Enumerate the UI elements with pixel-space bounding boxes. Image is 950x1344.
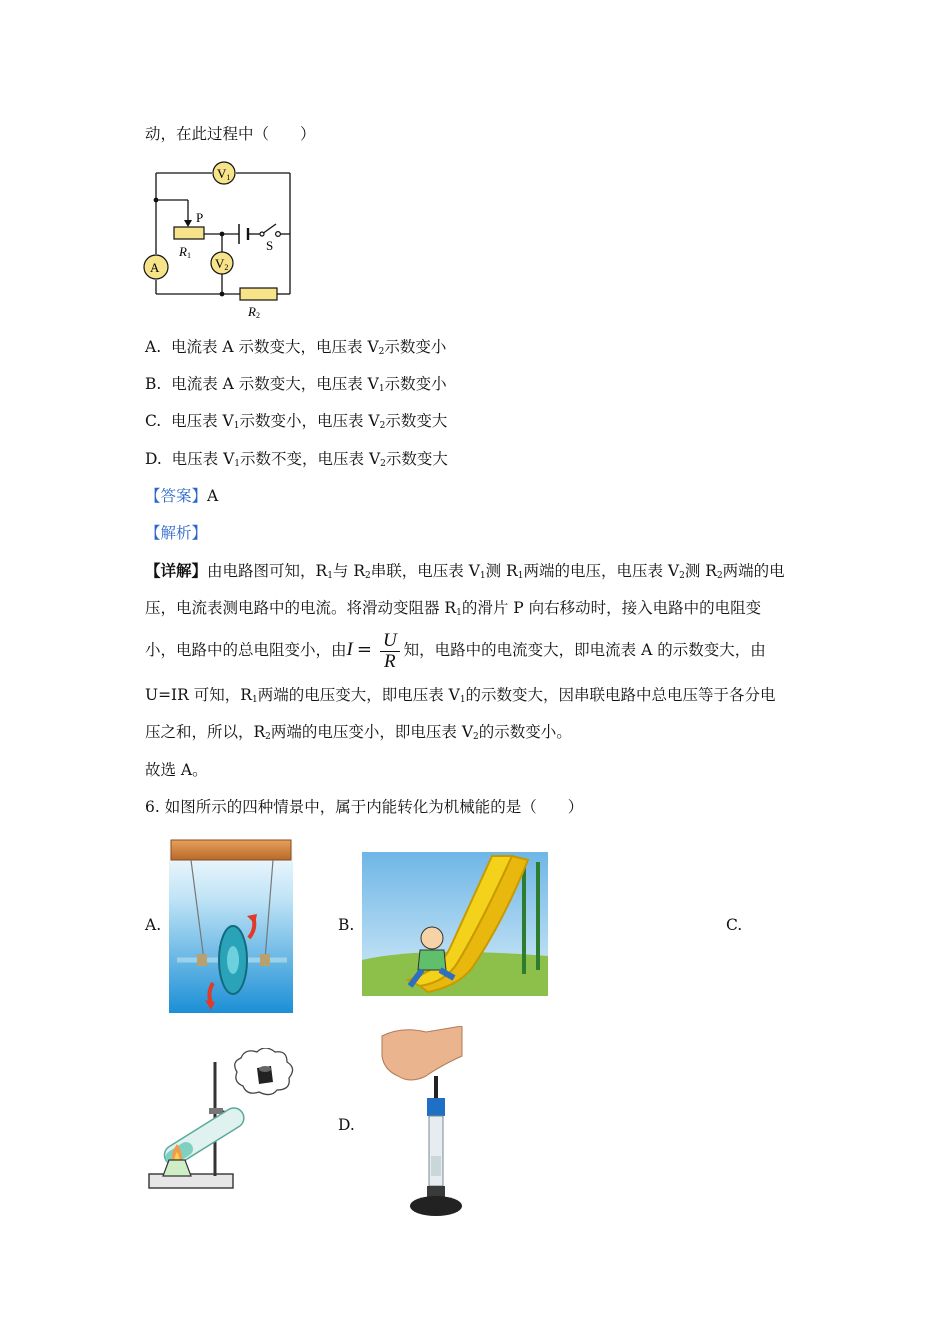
question6-stem: 6. 如图所示的四种情景中，属于内能转化为机械能的是（ ） <box>145 798 584 816</box>
resistor-r2-label: R2 <box>248 304 260 320</box>
detail-line-3: 小，电路中的总电阻变小，由I = $\frac{U}{R}$ 知，电路中的电流变大，即电流表 A 的示数变大，由 <box>145 629 766 672</box>
switch-s-label: S <box>266 238 274 253</box>
analysis-label: 【解析】 <box>145 524 208 542</box>
meter-v2-label: V2 <box>215 256 229 272</box>
answer-line: 【答案】A <box>145 487 219 505</box>
image-a-wheel <box>169 838 293 1013</box>
formula-lhs: I <box>346 639 353 660</box>
q6-option-b-letter: B. <box>338 916 355 934</box>
slider-p-label: P <box>196 210 204 225</box>
image-b-slide <box>362 852 548 996</box>
meter-v1-label: V1 <box>217 166 231 182</box>
conclusion: 故选 A。 <box>145 761 208 779</box>
circuit-diagram <box>140 160 300 322</box>
detail-line-2: 压，电流表测电路中的电流。将滑动变阻器 $R_1$的滑片 P 向右移动时，接入电路中的电阻变 <box>145 599 762 618</box>
option-b: B. 电流表 A 示数变大，电压表 $V_1$示数变小 <box>145 375 447 394</box>
formula-fraction: $\frac{U}{R}$ <box>380 631 400 672</box>
detail-line-1: 【详解】由电路图可知，$R_1$与 $R_2$串联，电压表 $V_1$测 $R_1$两端的电压，电压表 $V_2$测 $R_2$两端的电 <box>145 561 785 581</box>
q6-option-a-letter: A. <box>145 916 162 934</box>
q6-option-d-letter: D. <box>338 1116 355 1134</box>
meter-a-label: A <box>150 260 160 275</box>
option-c: C. 电压表 $V_1$示数变小，电压表 $V_2$示数变大 <box>145 412 448 431</box>
option-a: A. 电流表 A 示数变大，电压表 $V_2$示数变小 <box>145 338 447 357</box>
q6-option-c-letter: C. <box>726 916 743 934</box>
resistor-r1-label: R1 <box>179 244 191 260</box>
image-d-pump <box>380 1026 464 1222</box>
detail-line-4: U=IR 可知，$R_1$两端的电压变大，即电压表 $V_1$的示数变大，因串联电路中总电压等于各分电 <box>145 686 776 705</box>
option-d: D. 电压表 $V_1$示数不变，电压表 $V_2$示数变大 <box>145 450 448 469</box>
detail-line-5: 压之和，所以，$R_2$两端的电压变小，即电压表 $V_2$的示数变小。 <box>145 723 572 742</box>
image-c-test-tube <box>145 1048 305 1193</box>
question-stem-tail: 动，在此过程中（ ） <box>145 125 316 143</box>
